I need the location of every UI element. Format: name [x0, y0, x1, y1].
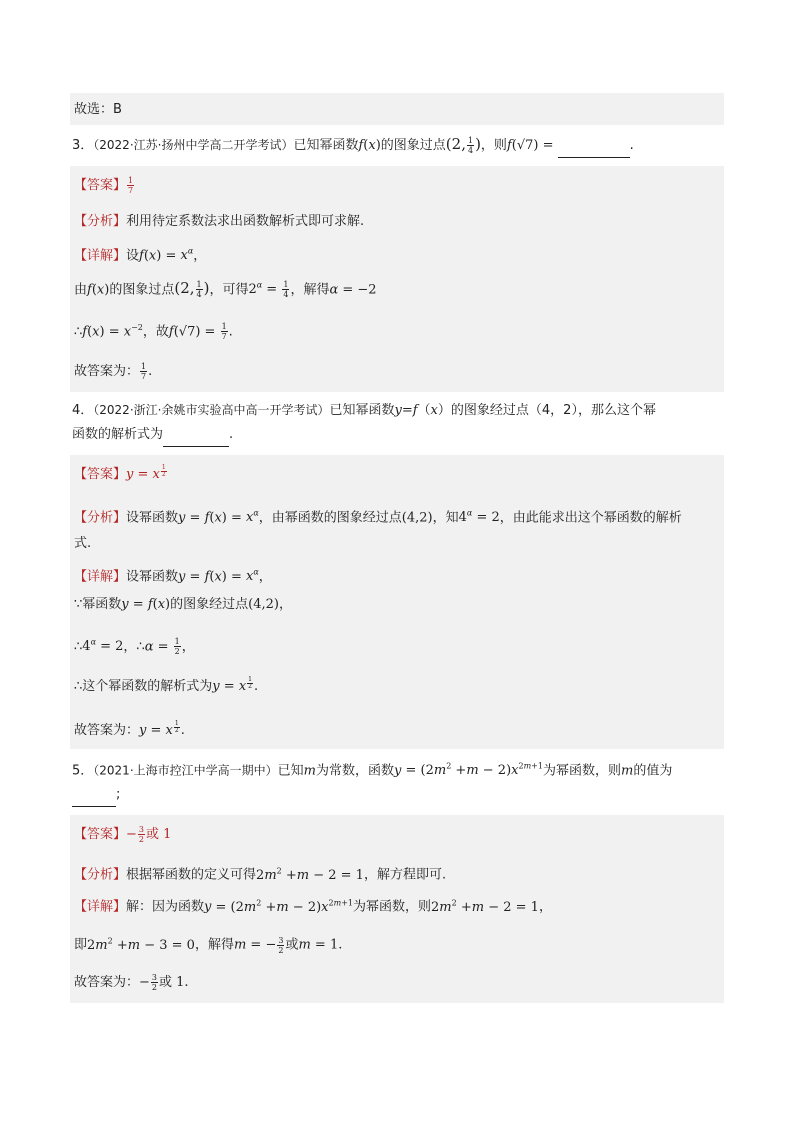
q4-analysis-text-d: ，由此能求出这个幂函数的解析 — [499, 510, 682, 526]
q5-analysis-label: 【分析】 — [74, 867, 127, 883]
q4-solution — [70, 455, 724, 749]
q3-detail-2-text-c: ，可得 — [209, 282, 249, 298]
q3-f-sqrt7: f — [506, 138, 512, 153]
q4-analysis-text-b: ，由幂函数的图象经过点 — [258, 510, 402, 526]
q4-detail-1-text: 设幂函数 — [126, 569, 179, 585]
q3-number: 3． — [72, 138, 94, 153]
q4-final-text: 故答案为： — [74, 723, 140, 738]
q5-analysis-text-b: ，解方程即可. — [363, 867, 447, 883]
q5-stem-text-c: 为幂函数，则 — [542, 763, 621, 779]
q3-stem-text: 已知幂函数 — [293, 138, 359, 153]
q3-answer — [70, 166, 724, 206]
q4-final: 故答案为：y = x $\frac{1}{2}$ . — [74, 720, 185, 738]
q3-detail-1-math: f — [139, 248, 144, 264]
q5-detail-1-text-b: 为幂函数，则 — [353, 899, 432, 915]
q5-detail-2-text-b: ，解得 — [194, 937, 234, 953]
q4-stem: 4．（2022·浙江·余姚市实验高中高一开学考试）已知幂函数y=f（x）的图象经过点（4，2），那么这个幂 函数的解析式为 . — [70, 394, 724, 451]
q5-number: 5． — [72, 763, 94, 779]
q3-stem-text-c: ，则 — [480, 138, 507, 153]
q3-fx-close: ) — [375, 138, 381, 153]
q3-point: (2, $\frac{1}{4}$ ) — [445, 135, 481, 155]
q3-fx-arg: ( — [363, 138, 369, 153]
q3-detail-2-text-b: 的图象过点 — [109, 282, 175, 298]
q5-answer: 【答案】− $\frac{3}{2}$ 或 1 — [74, 825, 172, 845]
q3-detail-2-text-a: 由 — [74, 282, 88, 298]
q3-analysis-text: 利用待定系数法求出函数解析式即可求解. — [126, 214, 365, 229]
q5-detail-1-text-a: 解：因为函数 — [126, 899, 205, 915]
q2-conclusion — [70, 93, 724, 125]
q3-analysis-label: 【分析】 — [74, 214, 127, 229]
q3-fx-x: x — [368, 138, 376, 153]
q5-stem-text-a: 已知 — [277, 763, 304, 779]
q3-detail-1-text: 设 — [126, 248, 140, 264]
q3-final-text: 故答案为： — [74, 364, 140, 379]
q3-source: （2022·江苏·扬州中学高二开学考试） — [93, 138, 294, 152]
q3-final: 故答案为： $\frac{1}{7}$ . — [74, 362, 153, 381]
q3-stem-text-b: 的图象过点 — [380, 138, 446, 153]
page-content — [70, 93, 724, 1003]
q5-source: （2021·上海市控江中学高一期中） — [93, 763, 278, 778]
q5-analysis: 【分析】根据幂函数的定义可得$2m^2 +m - 2 = 1$，解方程即可. — [74, 866, 447, 883]
q4-detail-3-text: ∴ — [74, 639, 83, 655]
q4-answer-label: 【答案】 — [74, 467, 127, 482]
q4-detail-3: $\therefore 4^\alpha = 2$，∴α = $\frac{1}{2}$ ， — [74, 637, 195, 657]
q4-detail-1: 【详解】设幂函数$y = f(x) = x^\alpha$， — [74, 568, 272, 585]
q4-detail-2: ∵幂函数y = f(x)的图象经过点(4,2)， — [74, 597, 292, 612]
q4-detail-4-text: ∴这个幂函数的解析式为 — [74, 679, 213, 694]
q5-detail-label: 【详解】 — [74, 899, 127, 915]
q3-equals: = — [538, 138, 558, 153]
q3-detail-3: ∴f(x) = $x^{-2}$，故f(√7) = $\frac{1}{7}$ . — [74, 322, 233, 342]
q5-answer-blank[interactable] — [72, 792, 116, 807]
q4-detail-4: ∴这个幂函数的解析式为y = x $\frac{1}{2}$ . — [74, 676, 259, 694]
q5-analysis-text-a: 根据幂函数的定义可得 — [126, 867, 257, 883]
q3-detail-2: 由f(x)的图象过点(2, $\frac{1}{4}$ )，可得$2^\alpha$ = $\frac{1}{4}$ ，解得α = −2 — [74, 279, 377, 300]
q5-detail-1: 【详解】解：因为函数$y = (2m^2 +m - 2)x^{2m+1}$为幂函数，则$2m^2 +m - 2 = 1$， — [74, 898, 552, 915]
q5-detail-2: 即$2m^2 +m - 3 = 0$，解得m = − $\frac{3}{2}$ 或m = 1. — [74, 935, 343, 955]
q3-solution — [70, 166, 724, 392]
q5-stem-text-b: 为常数，函数 — [315, 763, 394, 779]
q4-answer: 【答案】y = x $\frac{1}{2}$ — [74, 464, 166, 482]
q3-answer-label: 【答案】 — [74, 178, 127, 193]
q4-detail-label: 【详解】 — [74, 569, 127, 585]
q4-detail-2-text-b: 的图象经过点 — [170, 597, 249, 612]
q5-detail-2-text-c: 或 — [285, 937, 299, 953]
q3-detail-1: 【详解】设$f(x) = x^\alpha$， — [74, 247, 207, 264]
q5-final-text-b: 或 — [159, 975, 173, 991]
q3-analysis — [70, 206, 724, 236]
q4-stem-text-a: 已知幂函数 — [329, 403, 395, 418]
q4-source: （2022·浙江·余姚市实验高中高一开学考试） — [93, 403, 330, 417]
q4-analysis-label: 【分析】 — [74, 510, 127, 526]
q5-final-text-a: 故答案为： — [74, 975, 140, 991]
q4-stem-text-c: 函数的解析式为 — [72, 427, 164, 442]
q3-answer-blank[interactable] — [558, 143, 630, 158]
q5-stem: 5．（2021·上海市控江中学高一期中）已知m为常数，函数$y = (2m^2 +m - 2)x^{2m+1}$为幂函数，则m的值为 ; — [70, 751, 724, 811]
q3-detail-2-text-d: ，解得 — [290, 282, 330, 298]
q3-detail-3-text-a: ∴ — [74, 324, 83, 340]
q4-analysis: 【分析】设幂函数$y = f(x) = x^\alpha$，由幂函数的图象经过点(4,2)，知$4^\alpha = 2$，由此能求出这个幂函数的解析 式. — [74, 509, 682, 552]
q3-fx: f — [358, 138, 364, 153]
q5-solution — [70, 815, 724, 1003]
q2-conclusion-text: 故选：B — [74, 102, 122, 117]
q3-sqrt7: (√7) — [511, 138, 539, 153]
q4-number: 4． — [72, 403, 94, 418]
q3-detail-label: 【详解】 — [74, 248, 127, 264]
q5-stem-text-d: 的值为 — [633, 763, 673, 779]
q5-final: 故答案为：− $\frac{3}{2}$ 或 1. — [74, 973, 189, 993]
q3-stem: 3．（2022·江苏·扬州中学高二开学考试）已知幂函数f(x)的图象过点(2, $\frac{1}{4}$ )，则f(√7) = . — [70, 128, 724, 162]
q5-answer-or: 或 — [146, 827, 160, 843]
q5-detail-2-text-a: 即 — [74, 937, 88, 953]
q4-detail-2-text-a: ∵幂函数 — [74, 597, 122, 612]
q5-answer-label: 【答案】 — [74, 827, 127, 843]
q3-answer-fraction: $\frac{1}{7}$ — [128, 176, 134, 195]
q4-stem-text-b: 的图象经过点（4，2），那么这个幂 — [450, 403, 656, 418]
q4-answer-blank[interactable] — [163, 432, 229, 447]
q4-analysis-text-e: 式. — [74, 536, 92, 552]
q4-analysis-text-c: ，知 — [432, 510, 459, 526]
q4-analysis-text-a: 设幂函数 — [126, 510, 179, 526]
q3-detail-3-text-b: ，故 — [142, 324, 169, 340]
